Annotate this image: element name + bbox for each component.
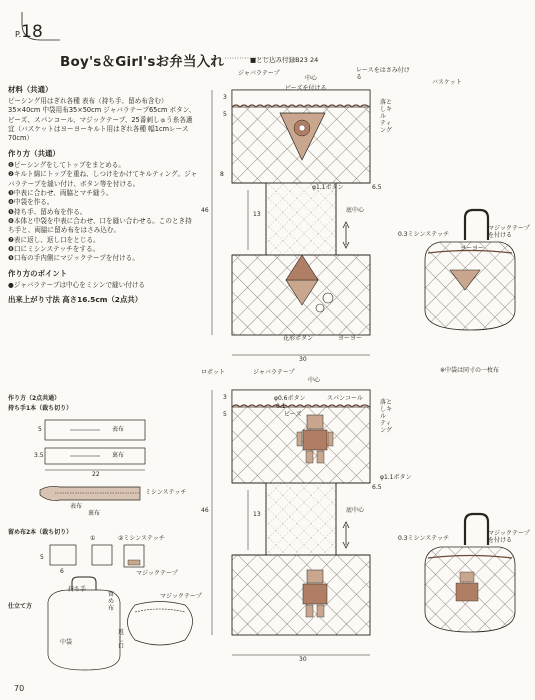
robot-quilting-label: 落としキルティング	[380, 399, 393, 434]
robot-sequin-label: スパンコール	[327, 395, 363, 402]
robot-title: ロボット	[201, 369, 226, 376]
howto-heading: 作り方（共通）	[8, 148, 60, 158]
step-6: ❻本体と中袋を中表に合わせ、口を縫い合わせる。このとき持ち手と、両脇に留め布をはさみ込む。	[8, 216, 192, 235]
handle-diagram	[40, 420, 145, 500]
width-30-label: 30	[299, 356, 307, 363]
robot-bottom-center-label: 底中心	[346, 507, 365, 514]
tab-velcro-label: マジックテープ	[136, 570, 178, 577]
d3-label: 3	[223, 94, 227, 101]
step-2: ❷キルト綿にトップを重ね、しつけをかけてキルティング。ジャバラテープを縫い付け、ボタン等を付ける。	[8, 170, 198, 188]
robot-beads-label: ビーズ	[284, 411, 302, 418]
step-4: ❹中袋を作る。	[8, 198, 54, 207]
tab-dim-6: 6	[60, 568, 64, 575]
robot-button-label: φ1.1ボタン	[380, 474, 412, 481]
flower-button-label: 花形ボタン	[283, 335, 314, 342]
step-1: ❶ピーシングをしてトップをまとめる。	[8, 160, 125, 169]
button-label: φ1.1ボタン	[312, 184, 344, 191]
yoyo2-label: ヨーヨー	[460, 245, 485, 252]
step-3: ❸中表に合わせ、両脇とマチ縫う。	[8, 188, 113, 197]
materials-text: ピーシング用はぎれ各種 表布（持ち手、留め布含む）35×40cm 中袋用布35×50cm ジャバラテープ65cm ボタン、ビーズ、スパンコール、マジックテープ、25番刺しゅう糸各適宜（バスケットはヨーヨーキルト用はぎれ各種 幅1cmレース70cm）	[8, 97, 196, 143]
dim-22: 22	[92, 471, 100, 478]
page-title: Boy's＆Girl'sお弁当入れ	[60, 54, 225, 70]
handle-heading: 持ち手1本（裁ち切り）	[8, 405, 73, 412]
point-heading: 作り方のポイント	[8, 268, 68, 278]
velcro-label: マジックテープを付ける	[488, 225, 530, 240]
robot-center-label: 中心	[308, 377, 321, 384]
diagrams-heading: 作り方（2点共通）	[8, 395, 61, 402]
finish-velcro-label: マジックテープ	[160, 593, 202, 600]
handle-ura2-label: 裏布	[88, 510, 101, 517]
beads-label: ビーズを付ける	[285, 85, 327, 92]
d8-label: 8	[220, 171, 224, 178]
robot-d65-label: 6.5	[372, 484, 382, 491]
robot-jabara-label: ジャバラテープ	[253, 369, 295, 376]
tab-diagram	[50, 545, 144, 567]
page-number: P.18	[15, 22, 43, 42]
robot-velcro-label: マジックテープを付ける	[488, 530, 530, 545]
step-7: ❼表に返し、返し口をとじる。	[8, 235, 100, 244]
appendix-note: ■とじ込み付録B23 24	[250, 56, 319, 64]
size-text: 出来上がり寸法 高さ16.5cm（2点共）	[8, 295, 143, 305]
step-8: ❽口にミシンステッチをする。	[8, 245, 100, 254]
basket-title: バスケット	[432, 79, 462, 86]
finish-handle-label: 持ち手	[68, 586, 87, 593]
step-5: ❺持ち手、留め布を作る。	[8, 207, 87, 216]
robot-pattern	[212, 390, 370, 655]
tab-stitch-label: ②ミシンステッチ	[118, 535, 165, 542]
finish-heading: 仕立て方	[8, 603, 33, 610]
height-46-label: 46	[201, 207, 209, 214]
robot-d01-label: 0.1	[276, 403, 286, 410]
tab-heading: 留め布2本（裁ち切り）	[8, 529, 73, 536]
robot-d5-label: 5	[223, 411, 227, 418]
center-label: 中心	[305, 75, 318, 82]
tab-dim-5: 5	[40, 554, 44, 561]
lining-note: ※中袋は同寸の一枚布	[440, 367, 500, 374]
dim-35: 3.5	[34, 452, 44, 459]
basket-pattern	[212, 90, 370, 355]
jabara-label: ジャバラテープ	[238, 70, 280, 77]
handle-omote-label: 表布	[112, 426, 125, 433]
quilting-label: 落としキルティング	[380, 99, 393, 134]
robot-width-30-label: 30	[299, 656, 307, 663]
yoyo-label: ヨーヨー	[338, 335, 363, 342]
finish-lining-label: 中袋	[60, 639, 73, 646]
handle-ura-label: 裏布	[112, 452, 125, 459]
step-9: ❾口布の手内側にマジックテープを付ける。	[8, 254, 139, 263]
d5-label: 5	[223, 111, 227, 118]
lace-label: レースをはさみ付ける	[356, 67, 410, 82]
materials-heading: 材料（共通）	[8, 85, 53, 94]
robot-btn06-label: φ0.6ボタン	[274, 395, 306, 402]
handle-stitch-label: ミシンステッチ	[145, 489, 187, 496]
page-footer-number: 70	[14, 684, 25, 693]
point-text: ●ジャバラテープは中心をミシンで縫い付ける	[8, 280, 146, 289]
dim-5: 5	[38, 426, 42, 433]
robot-height-46-label: 46	[201, 507, 209, 514]
finish-return-label: 返し口	[118, 629, 125, 650]
step-1-marker: ①	[90, 535, 96, 542]
d65-label: 6.5	[372, 184, 382, 191]
handle-omote2-label: 表布	[70, 503, 83, 510]
finish-tab-label: 留め布	[108, 591, 115, 612]
robot-stitch-label: 0.3ミシンステッチ	[398, 535, 450, 542]
robot-d3-label: 3	[223, 394, 227, 401]
d13-label: 13	[253, 211, 261, 218]
stitch-label: 0.3ミシンステッチ	[398, 231, 450, 238]
bottom-center-label: 底中心	[346, 207, 365, 214]
robot-d13-label: 13	[253, 511, 261, 518]
